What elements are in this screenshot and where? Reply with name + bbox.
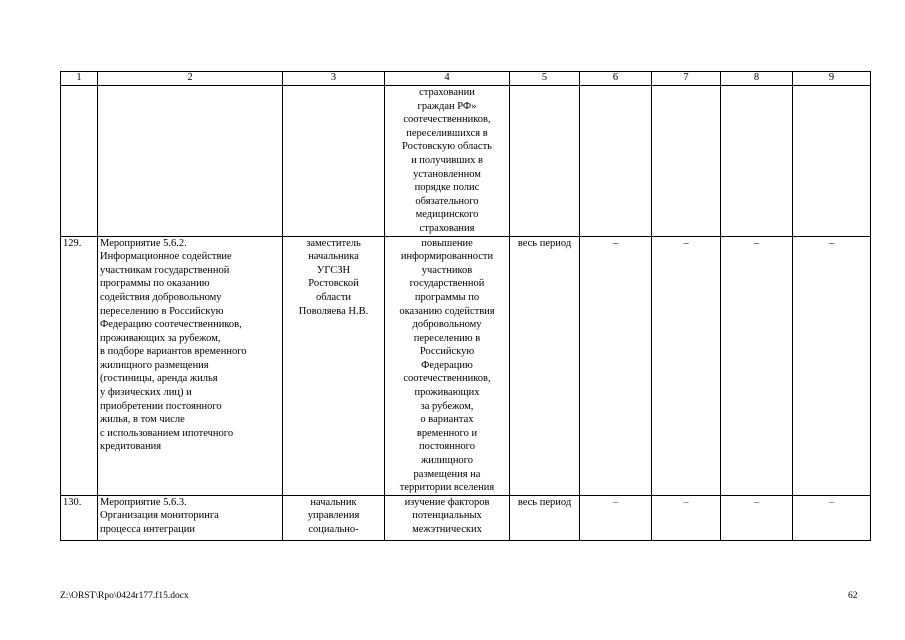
col7-cell: – xyxy=(652,495,721,540)
responsible-cell: заместитель начальника УГСЗН Ростовской области Поволяева Н.В. xyxy=(283,236,385,495)
event-cell: Мероприятие 5.6.2. Информационное содействие участникам государственной программы по оказанию содействия добровольному переселению в Российскую Федерацию соотечественников, проживающих за рубежом, в подборе вариантов временного жилищного размещения (гостиницы, аренда жилья у физических лиц) и приобретении постоянного жилья, в том числе с использованием ипотечного кредитования xyxy=(98,236,283,495)
header-col-2: 2 xyxy=(98,72,283,86)
result-cell: повышение информированности участников государственной программы по оказанию содействия добровольному переселению в Российскую Федерацию соотечественников, проживающих за рубежом, о вариантах временного и постоянного жилищного размещения на территории вселения xyxy=(385,236,510,495)
col8-cell xyxy=(721,86,793,237)
program-table xyxy=(60,71,871,541)
header-col-7: 7 xyxy=(652,72,721,86)
header-col-1: 1 xyxy=(61,72,98,86)
period-cell xyxy=(510,86,580,237)
col9-cell: – xyxy=(793,495,871,540)
col9-cell: – xyxy=(793,236,871,495)
page-number: 62 xyxy=(848,591,858,601)
header-col-4: 4 xyxy=(385,72,510,86)
col7-cell: – xyxy=(652,236,721,495)
responsible-cell: начальник управления социально- xyxy=(283,495,385,540)
responsible-cell xyxy=(283,86,385,237)
col9-cell xyxy=(793,86,871,237)
col6-cell xyxy=(580,86,652,237)
header-col-6: 6 xyxy=(580,72,652,86)
event-cell xyxy=(98,86,283,237)
file-path: Z:\ORST\Rpo\0424r177.f15.docx xyxy=(60,591,189,601)
table-row xyxy=(61,236,871,495)
header-row xyxy=(61,72,871,86)
col8-cell: – xyxy=(721,495,793,540)
col7-cell xyxy=(652,86,721,237)
col8-cell: – xyxy=(721,236,793,495)
header-col-3: 3 xyxy=(283,72,385,86)
header-col-5: 5 xyxy=(510,72,580,86)
col6-cell: – xyxy=(580,236,652,495)
header-col-9: 9 xyxy=(793,72,871,86)
row-number: 129. xyxy=(61,236,98,495)
period-cell: весь период xyxy=(510,495,580,540)
period-cell: весь период xyxy=(510,236,580,495)
col6-cell: – xyxy=(580,495,652,540)
table-row xyxy=(61,86,871,237)
table-row xyxy=(61,495,871,540)
row-number xyxy=(61,86,98,237)
result-cell: страховании граждан РФ» соотечественников, переселившихся в Ростовскую область и получивших в установленном порядке полис обязательного медицинского страхования xyxy=(385,86,510,237)
row-number: 130. xyxy=(61,495,98,540)
event-cell: Мероприятие 5.6.3. Организация мониторинга процесса интеграции xyxy=(98,495,283,540)
result-cell: изучение факторов потенциальных межэтнических xyxy=(385,495,510,540)
header-col-8: 8 xyxy=(721,72,793,86)
